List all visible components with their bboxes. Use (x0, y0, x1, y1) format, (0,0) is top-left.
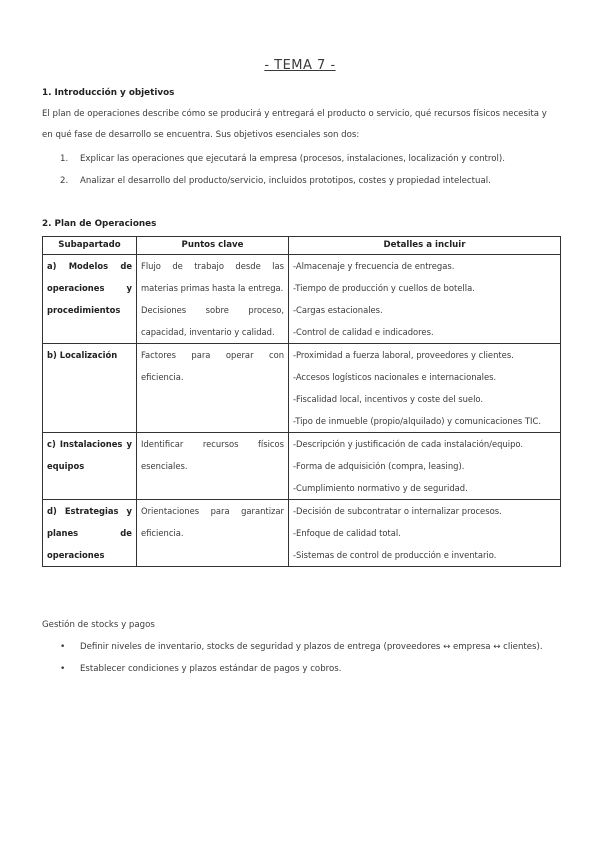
table-cell-subapartado: d) Estrategias y planes de operaciones (43, 500, 137, 567)
table-cell-puntos: Factores para operar con eficiencia. (137, 344, 289, 433)
column-header: Subapartado (43, 237, 137, 255)
bullet-icon: • (60, 664, 66, 674)
table-row (43, 500, 561, 567)
list-item: 1. Explicar las operaciones que ejecutará la empresa (procesos, instalaciones, localización y control). (60, 154, 505, 164)
table-cell-puntos: Flujo de trabajo desde las materias primas hasta la entrega. Decisiones sobre proceso, capacidad, inventario y calidad. (137, 255, 289, 344)
bullet-icon: • (60, 642, 66, 652)
gestion-list (60, 636, 543, 680)
column-header: Puntos clave (137, 237, 289, 255)
table-row (43, 344, 561, 433)
table-cell-puntos: Orientaciones para garantizar eficiencia. (137, 500, 289, 567)
table-cell-subapartado: b) Localización (43, 344, 137, 433)
objectives-list (60, 148, 560, 192)
list-item: • Establecer condiciones y plazos estándar de pagos y cobros. (60, 658, 543, 680)
list-item: • Definir niveles de inventario, stocks de seguridad y plazos de entrega (proveedores ↔ empresa ↔ clientes). (60, 636, 543, 658)
table-cell-detalles: -Decisión de subcontratar o internalizar procesos. -Enfoque de calidad total. -Sistemas de control de producción e inventario. (289, 500, 561, 567)
operations-table (42, 236, 561, 567)
list-item: 2. Analizar el desarrollo del producto/servicio, incluidos prototipos, costes y propiedad intelectual. (60, 176, 491, 186)
table-cell-puntos: Identificar recursos físicos esenciales. (137, 433, 289, 500)
table-cell-detalles: -Descripción y justificación de cada instalación/equipo. -Forma de adquisición (compra, leasing). -Cumplimiento normativo y de seguridad. (289, 433, 561, 500)
section1-heading: 1. Introducción y objetivos (42, 88, 175, 98)
table-cell-detalles: -Almacenaje y frecuencia de entregas. -Tiempo de producción y cuellos de botella. -Cargas estacionales. -Control de calidad e indicadores. (289, 255, 561, 344)
gestion-heading: Gestión de stocks y pagos (42, 620, 155, 630)
section2-heading: 2. Plan de Operaciones (42, 219, 157, 229)
column-header: Detalles a incluir (289, 237, 561, 255)
table-header-row (43, 237, 561, 255)
page-title: - TEMA 7 - (264, 58, 336, 73)
table-cell-subapartado: c) Instalaciones y equipos (43, 433, 137, 500)
table-row (43, 255, 561, 344)
section1-paragraph: El plan de operaciones describe cómo se producirá y entregará el producto o servicio, qué recursos físicos necesita y en qué fase de desarrollo se encuentra. Sus objetivos esenciales son dos: (42, 109, 547, 140)
table-cell-detalles: -Proximidad a fuerza laboral, proveedores y clientes. -Accesos logísticos nacionales e internacionales. -Fiscalidad local, incentivos y coste del suelo. -Tipo de inmueble (propio/alquilado) y comunicaciones TIC. (289, 344, 561, 433)
table-cell-subapartado: a) Modelos de operaciones y procedimientos (43, 255, 137, 344)
table-row (43, 433, 561, 500)
